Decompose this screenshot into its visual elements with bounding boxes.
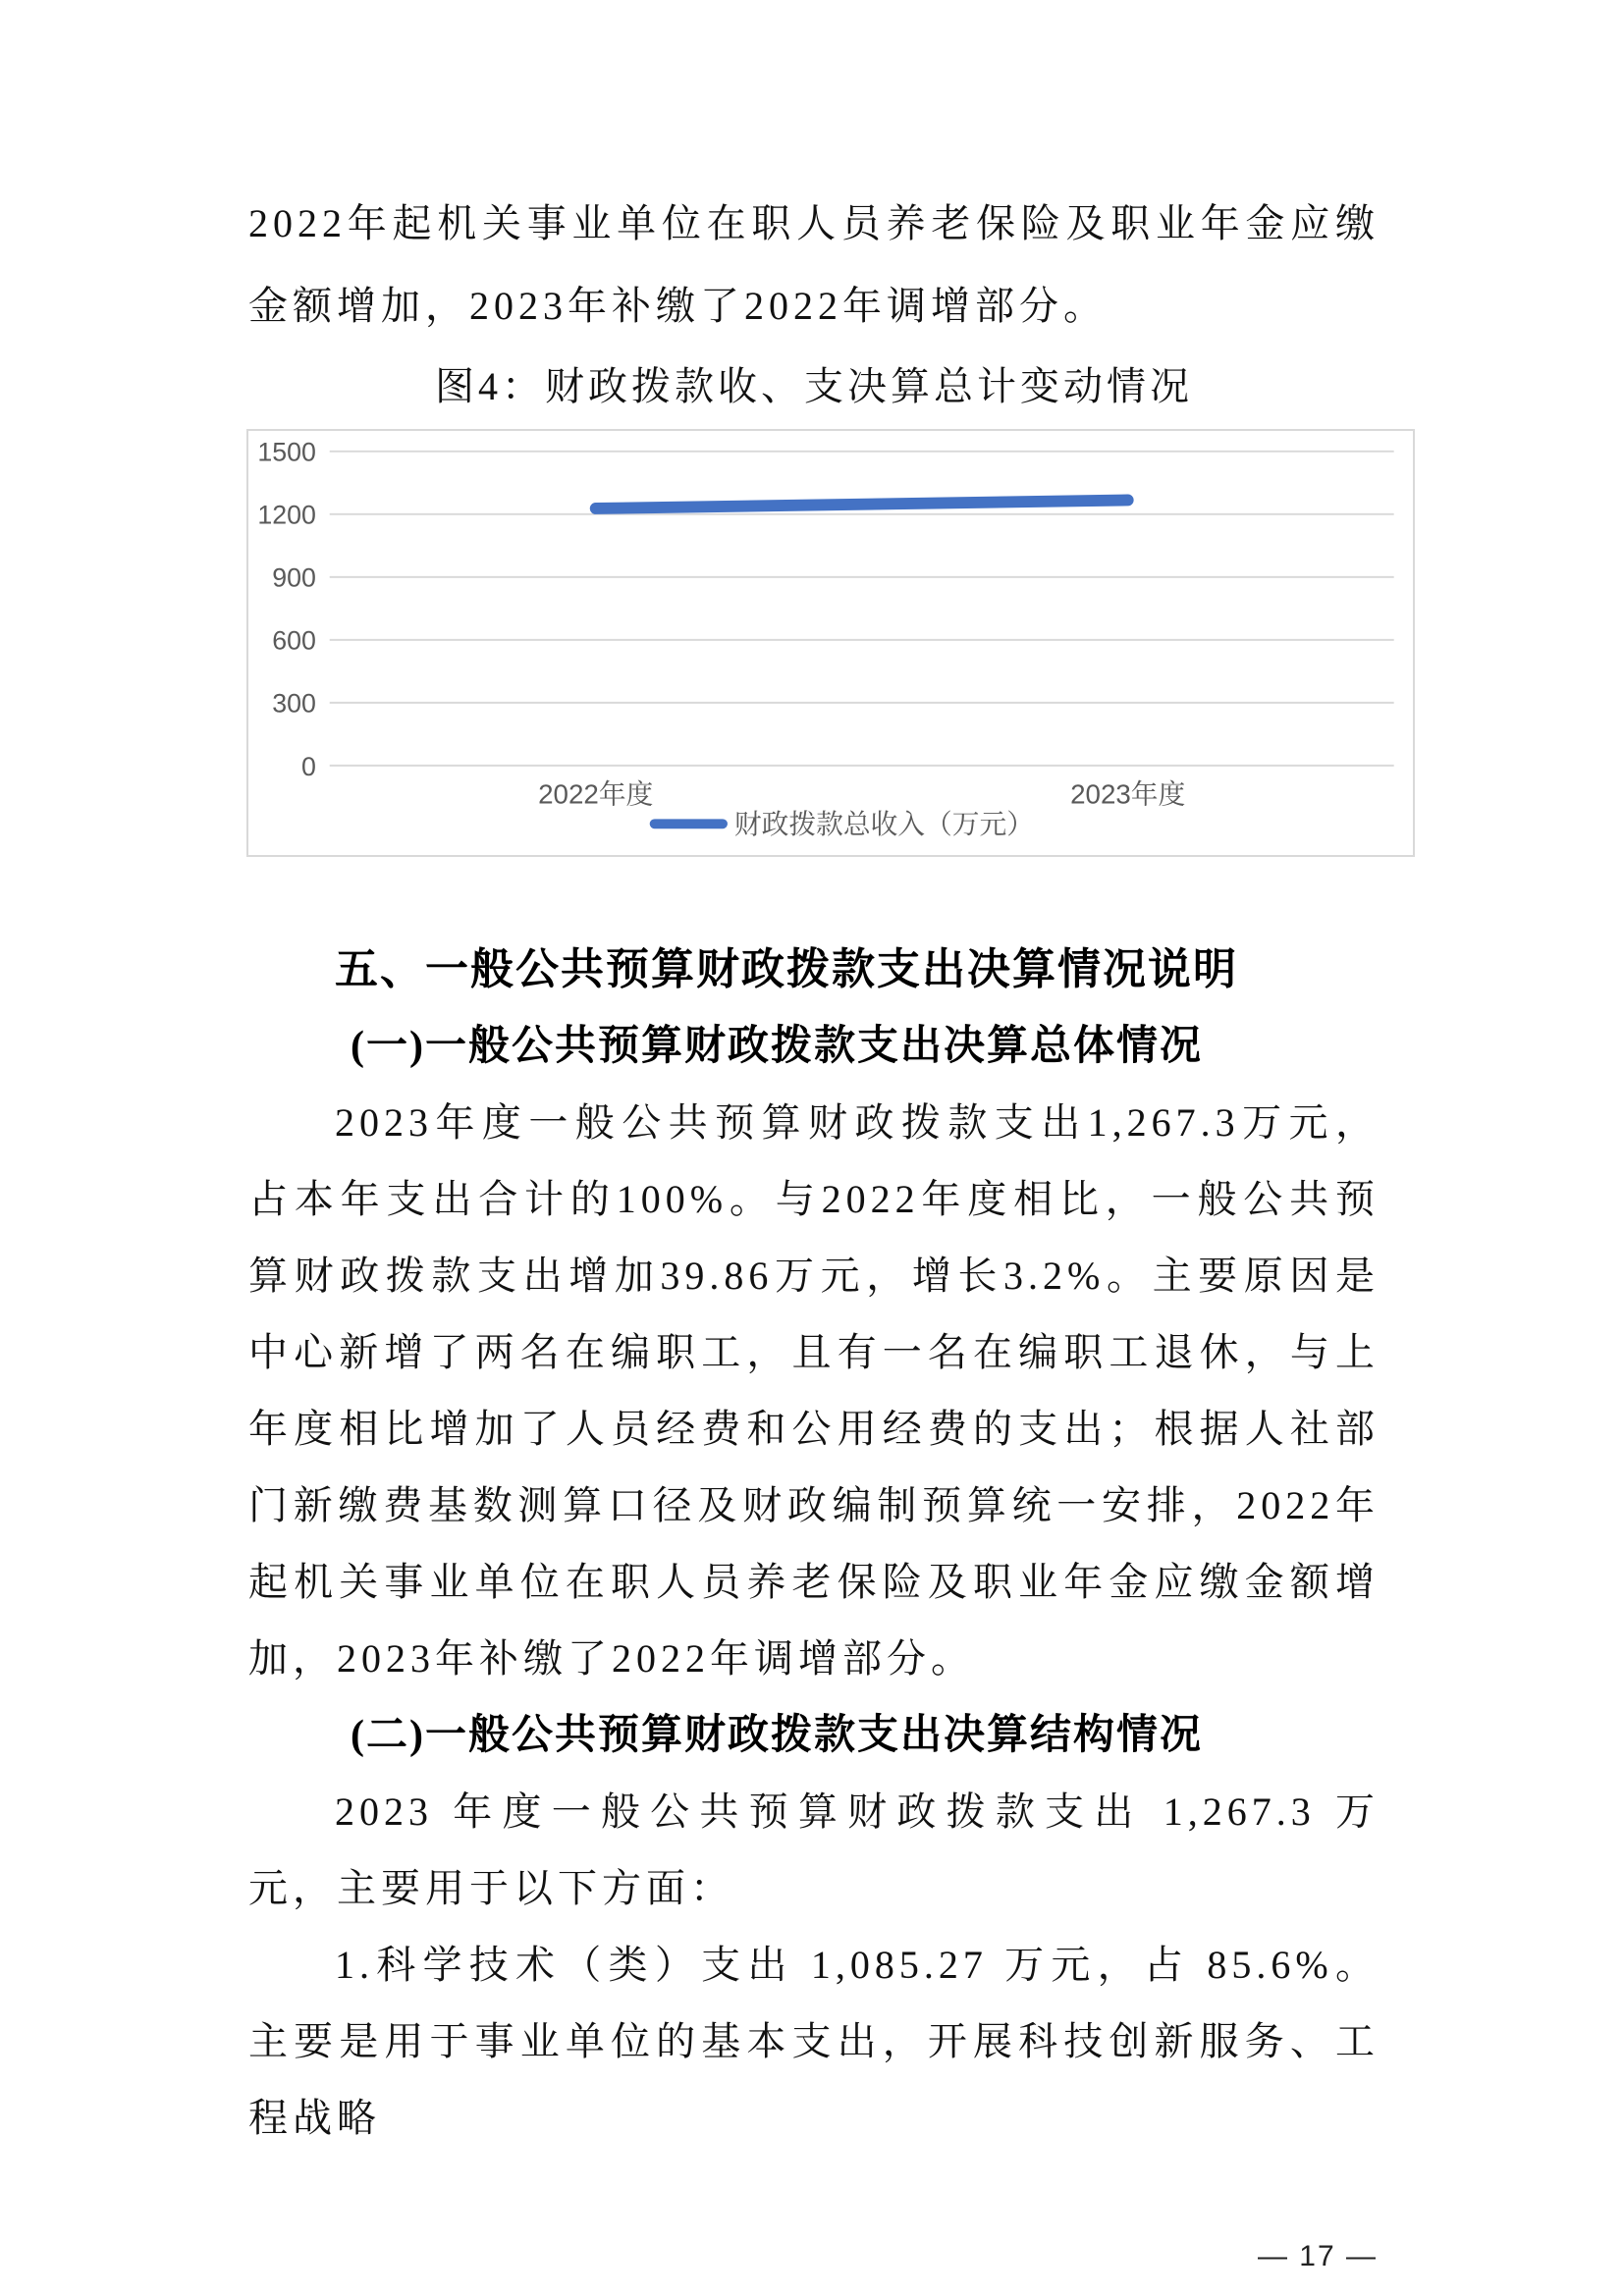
y-tick-label: 300 <box>272 688 316 719</box>
y-tick-label: 1200 <box>257 500 316 530</box>
subsection-2-heading: (二)一般公共预算财政拨款支出决算结构情况 <box>351 1713 1203 1758</box>
intro-paragraph-block <box>248 183 1380 347</box>
y-tick-label: 0 <box>300 751 316 781</box>
subsection-1-heading: (一)一般公共预算财政拨款支出决算总体情况 <box>351 1024 1203 1069</box>
subsection-2-paragraph-2: 1.科学技术（类）支出 1,085.27 万元，占 85.6%。主要是用于事业单位的基本支出，开展科技创新服务、工程战略 <box>248 1943 1380 2140</box>
page-number: — 17 — <box>1257 2240 1378 2272</box>
section-block <box>248 932 1380 2157</box>
data-line-series <box>596 500 1128 508</box>
intro-paragraph: 2022年起机关事业单位在职人员养老保险及职业年金应缴金额增加，2023年补缴了2022年调增部分。 <box>248 201 1380 328</box>
y-tick-label: 900 <box>272 562 316 593</box>
chart-title: 图4：财政拨款收、支决算总计变动情况 <box>435 364 1193 408</box>
y-tick-label: 600 <box>272 625 316 656</box>
line-chart <box>248 431 1413 855</box>
legend-label: 财政拨款总收入（万元） <box>733 809 1034 840</box>
subsection-1-paragraph: 2023年度一般公共预算财政拨款支出1,267.3万元，占本年支出合计的100%。与2022年度相比，一般公共预算财政拨款支出增加39.86万元，增长3.2%。主要原因是中心新增了两名在编职工，且有一名在编职工退休，与上年度相比增加了人员经费和公用经费的支出；根据人社部门新缴费基数测算口径及财政编制预算统一安排，2022年起机关事业单位在职人员养老保险及职业年金应缴金额增加，2023年补缴了2022年调增部分。 <box>248 1100 1380 1681</box>
chart-figure <box>246 429 1415 857</box>
section-heading: 五、一般公共预算财政拨款支出决算情况说明 <box>335 945 1238 993</box>
x-tick-label: 2023年度 <box>1070 778 1186 810</box>
y-tick-label: 1500 <box>257 437 316 467</box>
x-tick-label: 2022年度 <box>538 778 654 810</box>
subsection-2-paragraph-1: 2023 年度一般公共预算财政拨款支出 1,267.3 万元，主要用于以下方面： <box>248 1789 1380 1910</box>
